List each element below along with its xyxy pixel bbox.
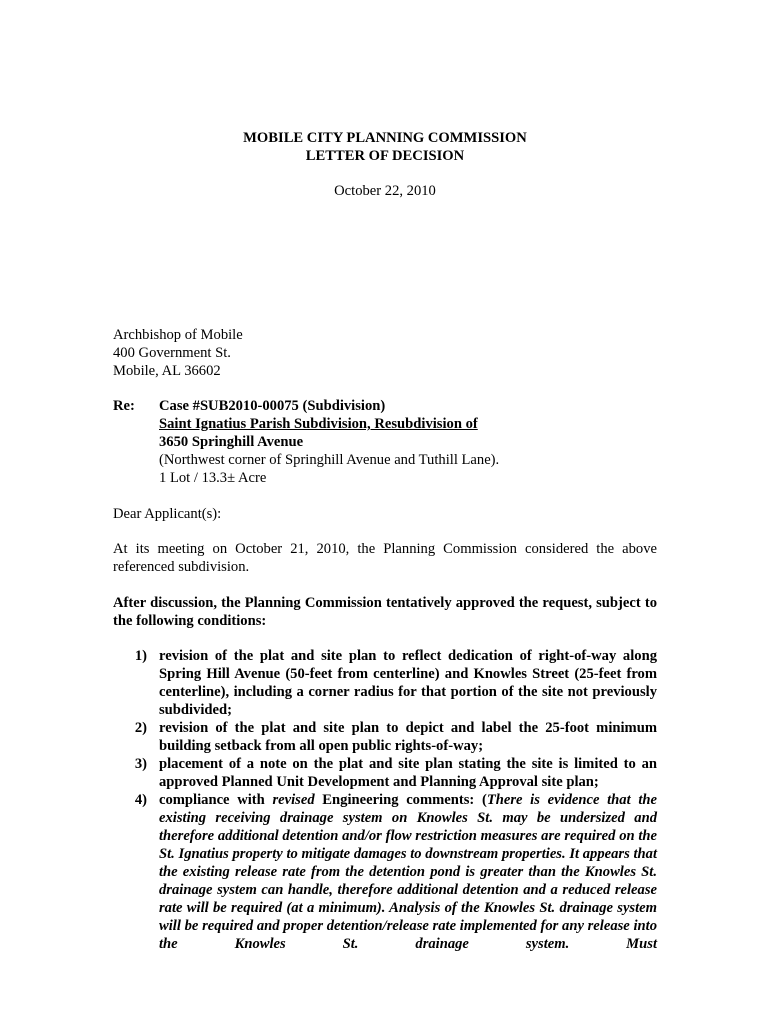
address-line-1: Archbishop of Mobile	[113, 327, 243, 343]
lot-size: 1 Lot / 13.3± Acre	[159, 470, 267, 486]
condition-number: 2)	[134, 720, 147, 736]
condition-text: revision of the plat and site plan to depict and label the 25-foot minimum building setback from all open public rights-of-way;	[159, 720, 657, 754]
condition-item	[113, 719, 657, 755]
condition-text: revision of the plat and site plan to reflect dedication of right-of-way along Spring Hill Avenue (50-feet from centerline) and Knowles Street (25-feet from centerline), including a corner radius for that portion of the site not previously subdivided;	[159, 648, 657, 718]
condition-middle: Engineering comments: (	[314, 792, 487, 808]
case-number: Case #SUB2010-00075 (Subdivision)	[159, 398, 386, 414]
condition-number: 1)	[134, 648, 147, 664]
re-label: Re:	[113, 398, 135, 414]
condition-prefix: compliance with	[159, 792, 273, 808]
revised-word: revised	[272, 792, 315, 808]
re-block	[113, 397, 657, 487]
condition-number: 3)	[134, 756, 147, 772]
subdivision-name: Saint Ignatius Parish Subdivision, Resubdivision of	[159, 416, 478, 432]
street-address: 3650 Springhill Avenue	[159, 434, 304, 450]
engineering-comments: There is evidence that the existing receiving drainage system on Knowles St. may be undersized and therefore additional detention and/or flow restriction measures are required on the St. Ignatius property to mitigate damages to downstream properties. It appears that the existing release rate from the detention pond is greater than the Knowles St. drainage system can handle, therefore additional detention and a reduced release rate will be required (at a minimum). Analysis of the Knowles St. drainage system will be required and proper detention/release rate implemented for any release into the Knowles St. drainage system. Must	[159, 792, 657, 952]
site-location: (Northwest corner of Springhill Avenue and Tuthill Lane).	[159, 452, 500, 468]
condition-text: placement of a note on the plat and site plan stating the site is limited to an approved Planned Unit Development and Planning Approval site plan;	[159, 756, 657, 790]
letter-date: October 22, 2010	[334, 183, 436, 199]
commission-title: MOBILE CITY PLANNING COMMISSION	[243, 130, 527, 146]
recipient-address	[113, 326, 657, 380]
condition-item	[113, 755, 657, 791]
address-line-3: Mobile, AL 36602	[113, 363, 221, 379]
condition-number: 4)	[134, 792, 147, 808]
address-line-2: 400 Government St.	[113, 345, 231, 361]
condition-item	[113, 647, 657, 719]
decision-paragraph: After discussion, the Planning Commission tentatively approved the request, subject to the following conditions:	[113, 595, 657, 629]
condition-item	[113, 791, 657, 953]
meeting-paragraph: At its meeting on October 21, 2010, the Planning Commission considered the above referenced subdivision.	[113, 541, 657, 575]
salutation: Dear Applicant(s):	[113, 506, 222, 522]
conditions-list	[113, 647, 657, 953]
letter-type-title: LETTER OF DECISION	[305, 148, 465, 164]
condition-text	[159, 791, 657, 953]
